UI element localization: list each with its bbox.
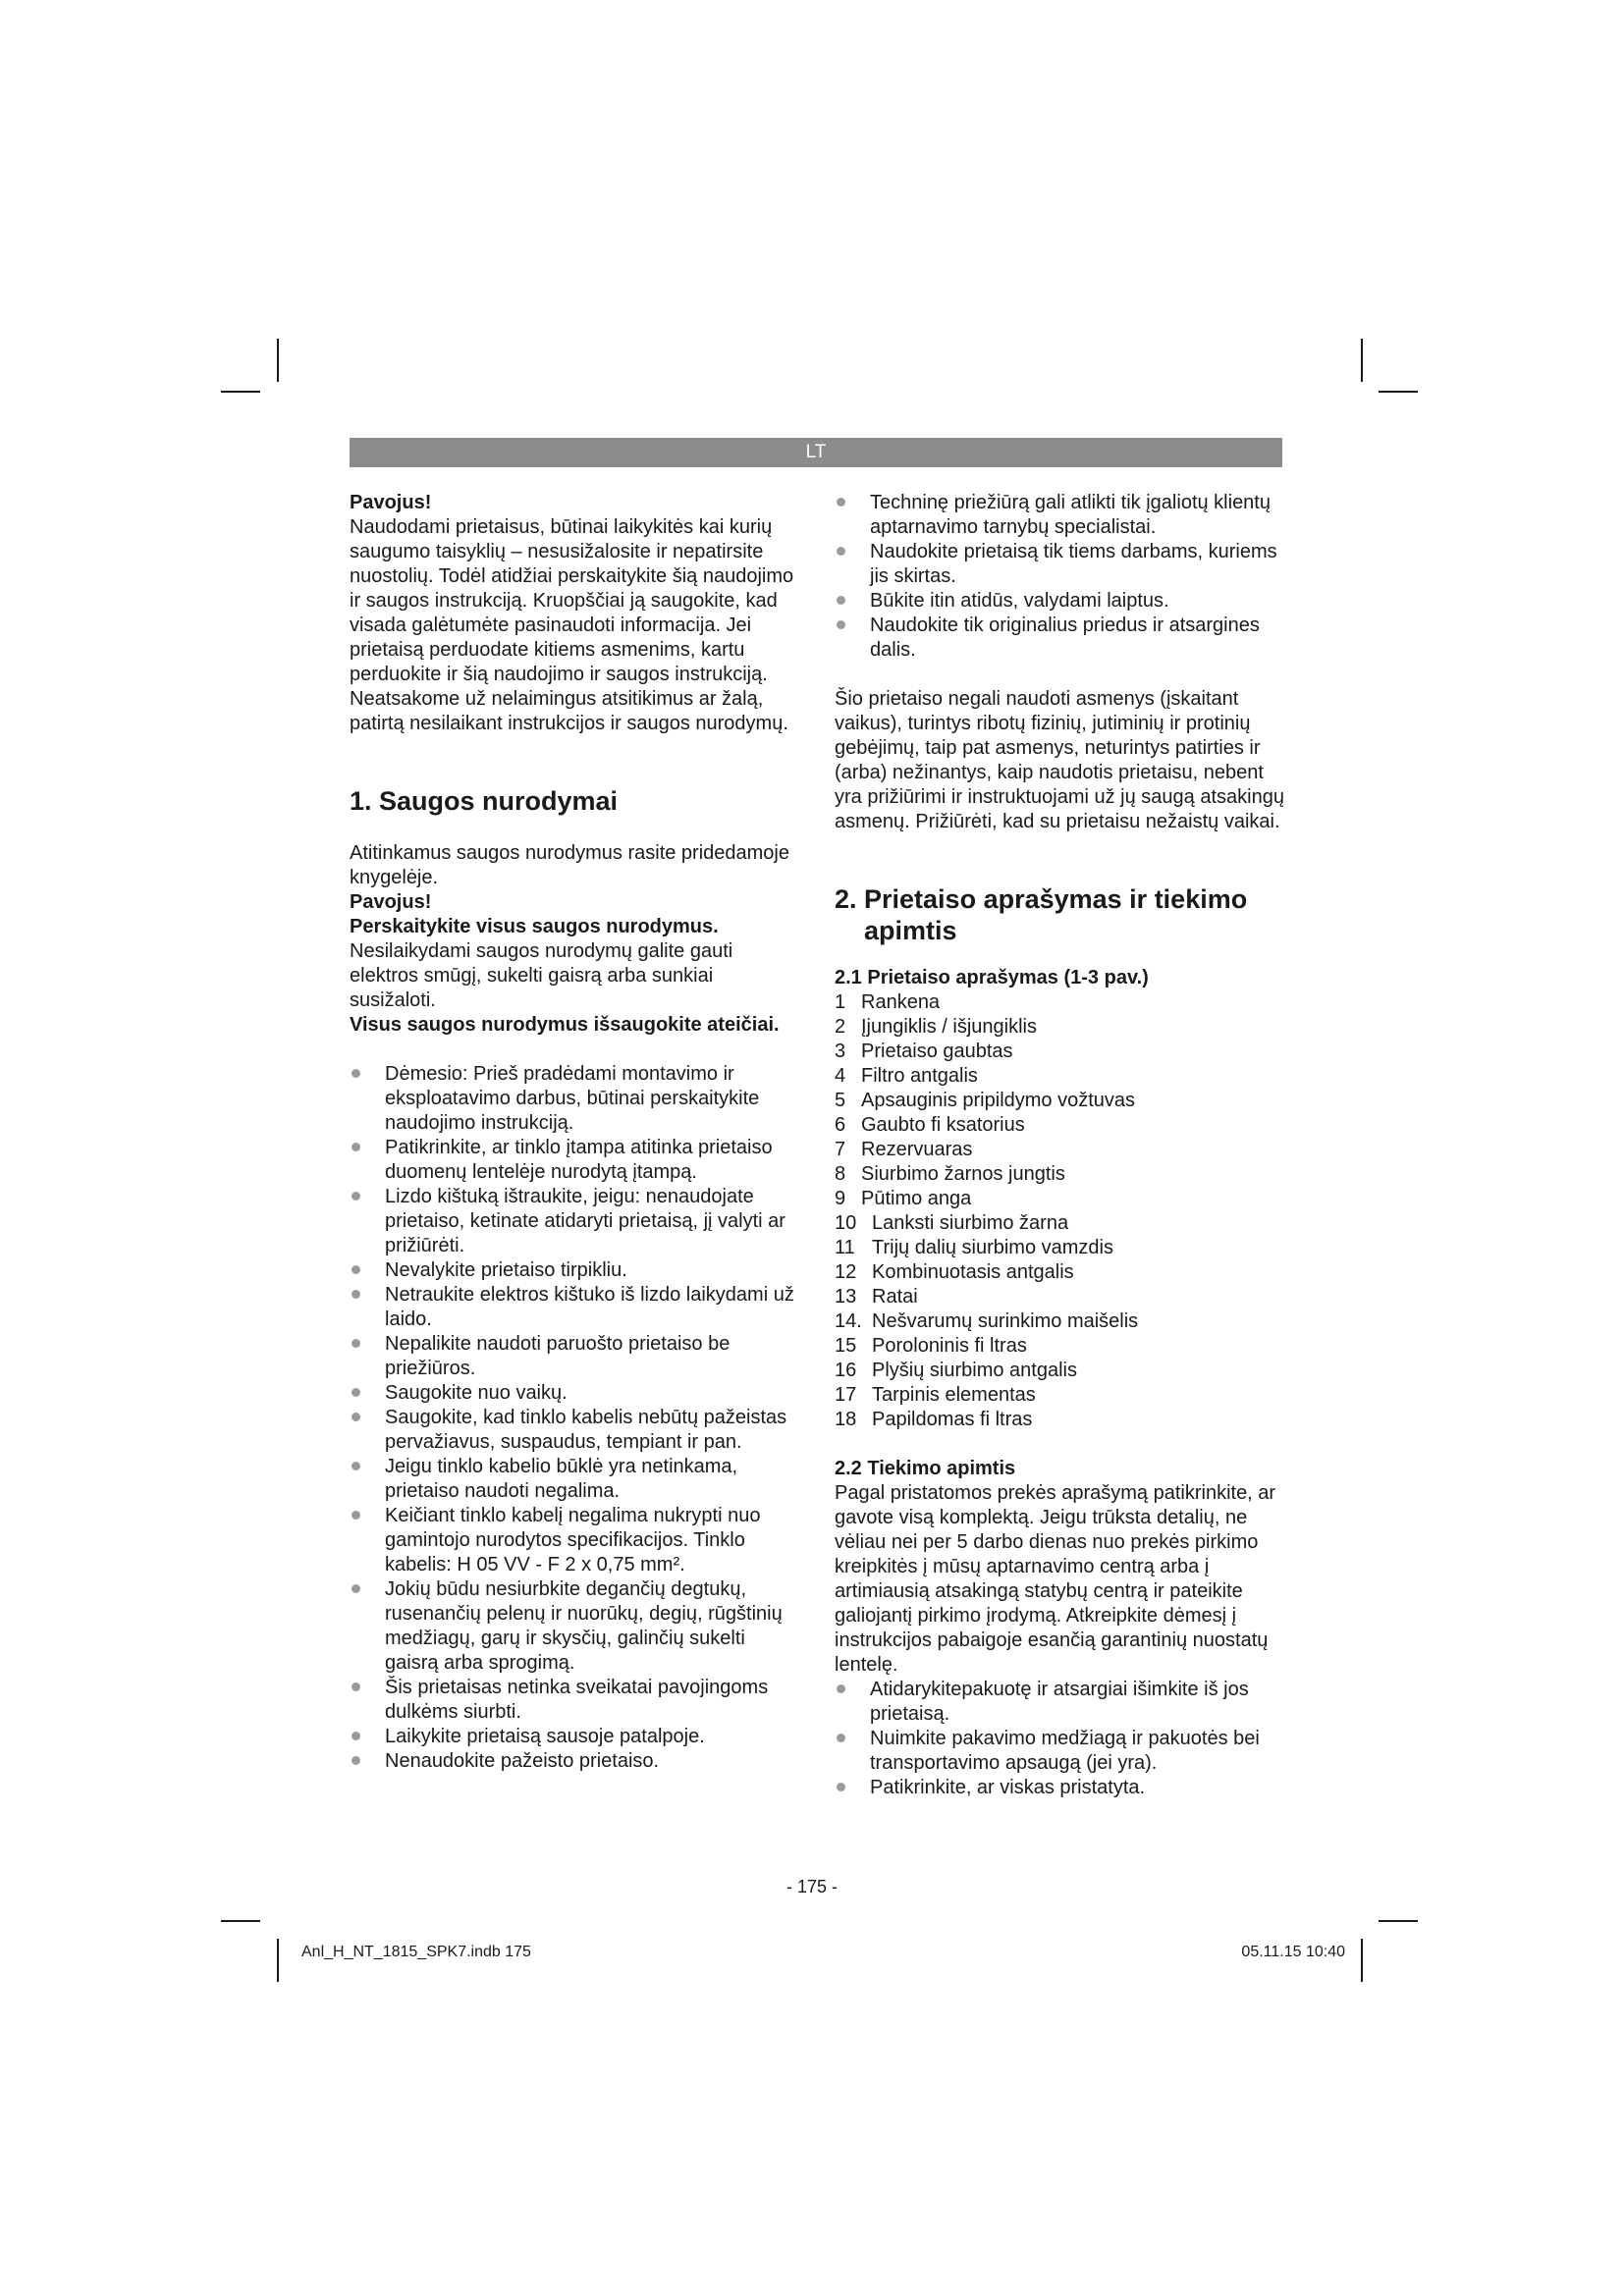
list-item: Laikykite prietaisą sausoje patalpoje.	[350, 1725, 796, 1749]
list-item: Saugokite nuo vaikų.	[350, 1381, 796, 1406]
bullet-icon	[352, 1069, 360, 1078]
list-item: 3 Prietaiso gaubtas	[835, 1041, 1013, 1062]
section-2-title: 2. Prietaiso aprašymas ir tiekimo apimtis	[835, 884, 1248, 945]
bullet-icon	[837, 1783, 845, 1791]
list-item: Jokių būdu nesiurbkite degančių degtukų, rusenančių pelenų ir nuorūkų, degių, rūgštinių medžiagų, garų ir skysčių, galinčių sukelti gaisrą arba sprogimą.	[350, 1577, 796, 1676]
safety-warning-title: Pavojus!	[350, 891, 432, 913]
crop-mark	[1361, 1939, 1363, 1982]
list-item: 7 Rezervuaras	[835, 1139, 973, 1160]
bullet-icon	[837, 620, 845, 629]
list-item: Dėmesio: Prieš pradėdami montavimo ir eksploatavimo darbus, būtinai perskaitykite naudojimo instrukciją.	[350, 1062, 796, 1136]
bullet-icon	[352, 1756, 360, 1765]
crop-mark	[1379, 391, 1418, 393]
list-item: Šis prietaisas netinka sveikatai pavojingoms dulkėms siurbti.	[350, 1676, 796, 1725]
bullet-icon	[352, 1584, 360, 1593]
list-item: Netraukite elektros kištuko iš lizdo laikydami už laido.	[350, 1283, 796, 1332]
bullet-icon	[352, 1388, 360, 1397]
crop-mark	[221, 391, 260, 393]
unpacking-bullet-list	[835, 1678, 1286, 1800]
section-1-title: 1. Saugos nurodymai	[350, 786, 619, 816]
maintenance-bullet-list	[835, 491, 1286, 663]
parts-list	[835, 990, 1286, 1432]
warning-title: Pavojus!	[350, 492, 432, 513]
bullet-icon	[837, 547, 845, 556]
list-item: Nenaudokite pažeisto prietaiso.	[350, 1749, 796, 1774]
right-column	[835, 491, 1286, 1800]
list-item: 4 Filtro antgalis	[835, 1065, 978, 1087]
list-item: 14. Nešvarumų surinkimo maišelis	[835, 1310, 1139, 1332]
safety-bullet-list	[350, 1062, 796, 1774]
list-item: Nepalikite naudoti paruošto prietaiso be priežiūros.	[350, 1332, 796, 1381]
list-item: 12 Kombinuotasis antgalis	[835, 1261, 1074, 1283]
bullet-icon	[352, 1732, 360, 1740]
bullet-icon	[352, 1462, 360, 1470]
list-item: 16 Plyšių siurbimo antgalis	[835, 1360, 1077, 1381]
list-item: Patikrinkite, ar viskas pristatyta.	[835, 1776, 1286, 1800]
crop-mark	[221, 1920, 260, 1922]
list-item: Naudokite prietaisą tik tiems darbams, kuriems jis skirtas.	[835, 540, 1286, 589]
left-column	[350, 491, 796, 1774]
subsection-2-1-title: 2.1 Prietaiso aprašymas (1-3 pav.)	[835, 967, 1149, 988]
list-item: Lizdo kištuką ištraukite, jeigu: nenaudojate prietaiso, ketinate atidaryti prietaisą, jį valyti ar prižiūrėti.	[350, 1185, 796, 1258]
list-item: 8 Siurbimo žarnos jungtis	[835, 1163, 1065, 1185]
list-item: 13 Ratai	[835, 1286, 918, 1308]
delivery-scope-text: Pagal pristatomos prekės aprašymą patikrinkite, ar gavote visą komplektą. Jeigu trūksta detalių, ne vėliau nei per 5 darbo dienas nuo prekės pirkimo kreipkitės į mūsų aptarnavimo centrą arba į artimiausią atsakingą statybų centrą ir pateikite galiojantį pirkimo įrodymą. Atkreipkite dėmesį į instrukcijos pabaigoje esančią garantinių nuostatų lentelę.	[835, 1482, 1276, 1676]
list-item: Saugokite, kad tinklo kabelis nebūtų pažeistas pervažiavus, suspaudus, tempiant ir pan.	[350, 1406, 796, 1455]
subsection-2-2-title: 2.2 Tiekimo apimtis	[835, 1458, 1016, 1479]
list-item: 18 Papildomas fi ltras	[835, 1409, 1033, 1430]
list-item: 10 Lanksti siurbimo žarna	[835, 1212, 1069, 1234]
bullet-icon	[837, 1734, 845, 1742]
list-item: 5 Apsauginis pripildymo vožtuvas	[835, 1090, 1136, 1111]
bullet-icon	[837, 498, 845, 507]
list-item: 9 Pūtimo anga	[835, 1188, 972, 1209]
list-item: Nevalykite prietaiso tirpikliu.	[350, 1258, 796, 1283]
bullet-icon	[352, 1290, 360, 1299]
list-item: Patikrinkite, ar tinklo įtampa atitinka prietaiso duomenų lentelėje nurodytą įtampą.	[350, 1136, 796, 1185]
list-item: 11 Trijų dalių siurbimo vamzdis	[835, 1237, 1113, 1258]
bullet-icon	[352, 1413, 360, 1421]
list-item: Keičiant tinklo kabelį negalima nukrypti nuo gamintojo nurodytos specifikacijos. Tinklo kabelis: H 05 VV - F 2 x 0,75 mm².	[350, 1504, 796, 1577]
list-item: 1 Rankena	[835, 991, 941, 1013]
safety-keep-text: Visus saugos nurodymus išsaugokite ateičiai.	[350, 1014, 780, 1036]
list-item: Būkite itin atidūs, valydami laiptus.	[835, 589, 1286, 614]
bullet-icon	[352, 1339, 360, 1348]
crop-mark	[1361, 339, 1363, 382]
file-name: Anl_H_NT_1815_SPK7.indb 175	[301, 1944, 531, 1960]
list-item: Naudokite tik originalius priedus ir atsargines dalis.	[835, 614, 1286, 663]
print-timestamp: 05.11.15 10:40	[1241, 1944, 1345, 1960]
list-item: Techninę priežiūrą gali atlikti tik įgaliotų klientų aptarnavimo tarnybų specialistai.	[835, 491, 1286, 540]
bullet-icon	[352, 1192, 360, 1201]
bullet-icon	[352, 1265, 360, 1274]
bullet-icon	[352, 1682, 360, 1691]
bullet-icon	[352, 1143, 360, 1151]
list-item: 6 Gaubto fi ksatorius	[835, 1114, 1025, 1136]
list-item: Atidarykitepakuotę ir atsargiai išimkite iš jos prietaisą.	[835, 1678, 1286, 1727]
page-number: - 175 -	[785, 1877, 839, 1896]
list-item: 15 Poroloninis fi ltras	[835, 1335, 1027, 1357]
list-item: Jeigu tinklo kabelio būklė yra netinkama, prietaiso naudoti negalima.	[350, 1455, 796, 1504]
safety-read-all	[350, 915, 796, 1013]
language-header: LT	[350, 438, 1282, 467]
bullet-icon	[837, 1684, 845, 1693]
bullet-icon	[837, 596, 845, 605]
crop-mark	[277, 339, 279, 382]
safety-read-all-lead: Perskaitykite visus saugos nurodymus.	[350, 916, 719, 937]
safety-read-all-text: Nesilaikydami saugos nurodymų galite gauti elektros smūgį, sukelti gaisrą arba sunkiai susižaloti.	[350, 940, 733, 1011]
list-item: 2 Įjungiklis / išjungiklis	[835, 1016, 1037, 1038]
persons-restriction-text: Šio prietaiso negali naudoti asmenys (įskaitant vaikus), turintys ribotų fizinių, jutiminių ir protinių gebėjimų, taip pat asmenys, neturintys patirties ir (arba) nežinantys, kaip naudotis prietaisu, nebent yra prižiūrimi ir instruktuojami už jų saugą atsakingų asmenų. Prižiūrėti, kad su prietaisu nežaistų vaikai.	[835, 688, 1284, 832]
bullet-icon	[352, 1511, 360, 1520]
crop-mark	[277, 1939, 279, 1982]
crop-mark	[1379, 1920, 1418, 1922]
list-item: 17 Tarpinis elementas	[835, 1384, 1036, 1406]
list-item: Nuimkite pakavimo medžiagą ir pakuotės bei transportavimo apsaugą (jei yra).	[835, 1727, 1286, 1776]
intro-paragraph: Naudodami prietaisus, būtinai laikykitės kai kurių saugumo taisyklių – nesusižalosite ir nepatirsite nuostolių. Todėl atidžiai perskaitykite šią naudojimo ir saugos instrukciją. Kruopščiai ją saugokite, kad visada galėtumėte pasinaudoti informacija. Jei prietaisą perduodate kitiems asmenims, kartu perduokite ir šią naudojimo ir saugos instrukciją. Neatsakome už nelaimingus atsitikimus ar žalą, patirtą nesilaikant instrukcijos ir saugos nurodymų.	[350, 516, 794, 734]
safety-booklet-text: Atitinkamus saugos nurodymus rasite pridedamoje knygelėje.	[350, 842, 789, 888]
